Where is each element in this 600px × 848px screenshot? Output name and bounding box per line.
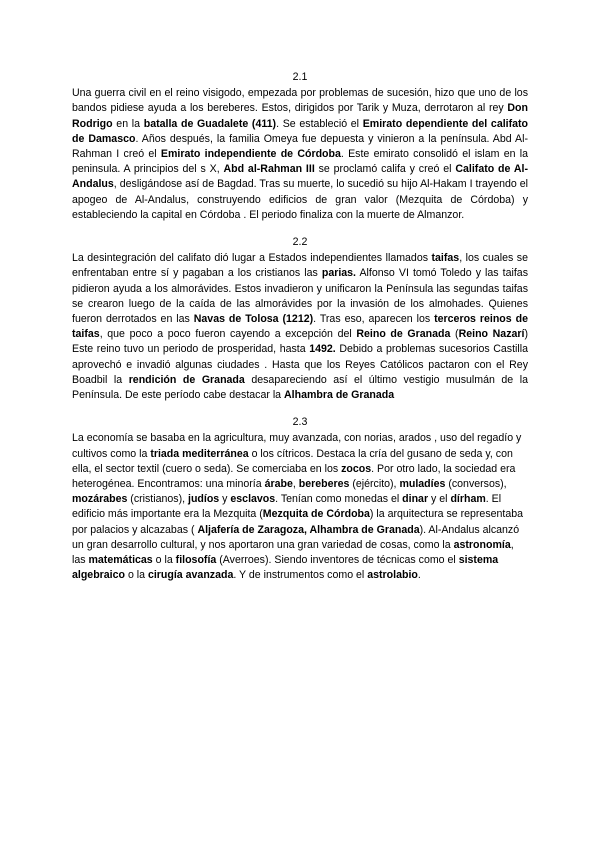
text-run: . Por otro lado, la sociedad era heterogénea. Encontramos: una minoría: [72, 462, 516, 491]
text-run: ,: [292, 478, 299, 491]
text-run: ) Este reino tuvo un periodo de prosperidad, hasta: [72, 328, 528, 356]
text-run: o los cítricos. Destaca la cría del gusano de seda y, con ella, el sector textil (cuero o seda). Se comerciaba en los: [72, 447, 513, 475]
text-run: La desintegración del califato dió lugar a Estados independientes llamados: [72, 252, 432, 265]
bold-term: zocos: [341, 462, 372, 475]
bold-term: cirugía avanzada: [147, 569, 234, 582]
bold-term: Alhambra de Granada: [284, 389, 395, 402]
bold-term: Aljafería de Zaragoza, Alhambra de Granada: [197, 523, 420, 536]
text-run: . Tras eso, aparecen los: [313, 313, 435, 326]
text-run: y: [219, 493, 231, 506]
bold-term: Mezquita de Córdoba: [262, 508, 370, 521]
bold-term: judíos: [188, 493, 220, 506]
bold-term: Navas de Tolosa (1212): [193, 313, 314, 326]
text-run: La economía se basaba en la agricultura, muy avanzada, con norias, arados , uso del regadío y cultivos como la: [72, 432, 522, 460]
bold-term: bereberes: [298, 478, 350, 491]
text-run: Debido a problemas sucesorios Castilla aprovechó e invadió algunas ciudades . Hasta que los Reyes Católicos pactaron con el Rey Boadbil la: [72, 343, 529, 386]
text-run: en la: [112, 117, 144, 130]
text-run: ). Al-Andalus alcanzó un gran desarrollo cultural, y nos aportaron una gran variedad de cosas, como la: [72, 523, 520, 551]
text-run: (conversos),: [445, 478, 507, 491]
bold-term: triada mediterránea: [150, 447, 249, 460]
section-2-3: [72, 415, 528, 583]
text-run: , desligándose así de Bagdad. Tras su muerte, lo sucedió su hijo Al-Hakam I trayendo el apogeo de Al-Andalus, construyendo edificios de gran valor (Mezquita de Córdoba) y estableciendo la capital en Córdoba . El periodo finaliza con la muerte de Almanzor.: [72, 178, 528, 221]
text-run: desapareciendo así el último vestigio musulmán de la Península. De este período cabe destacar la: [72, 373, 528, 402]
bold-term: dinar: [402, 493, 429, 506]
bold-term: sistema algebraico: [72, 554, 499, 582]
text-run: se proclamó califa y creó el: [314, 163, 456, 176]
bold-term: esclavos: [230, 493, 276, 506]
text-run: (: [450, 328, 459, 341]
text-run: y el: [428, 493, 451, 506]
bold-term: Emirato dependiente del califato de Damasco: [72, 117, 529, 145]
text-run: Alfonso VI tomó Toledo y las taifas pidieron ayuda a los almorávides. Estos invadieron y unificaron la Península las segundas taifas se crearon luego de la caída de las almorávides por la invasión de los almohades. Quienes fueron derrotados en las: [72, 267, 528, 326]
bold-term: astronomía: [453, 538, 511, 551]
section-heading: 2.3: [292, 416, 308, 429]
bold-term: Abd al-Rahman III: [223, 163, 315, 176]
bold-term: astrolabio: [367, 569, 418, 582]
bold-term: mozárabes: [72, 493, 128, 506]
section-paragraph: [72, 251, 528, 403]
text-run: ) la arquitectura se representaba por palacios y alcazabas (: [72, 508, 524, 536]
text-run: , los cuales se enfrentaban entre sí y pagaban a los cristianos las: [72, 252, 528, 280]
text-run: .: [417, 569, 421, 582]
text-run: (cristianos),: [127, 493, 188, 506]
section-2-1: [72, 70, 528, 223]
section-2-2: [72, 235, 528, 403]
section-paragraph: [72, 431, 528, 583]
bold-term: parias.: [321, 267, 356, 280]
section-heading: 2.2: [292, 236, 308, 249]
text-run: o la: [125, 569, 148, 582]
bold-term: taifas: [431, 252, 460, 265]
bold-term: dírham: [450, 493, 486, 506]
text-run: o la: [152, 554, 176, 567]
bold-term: 1492.: [309, 343, 336, 356]
bold-term: Califato de Al-Andalus: [72, 163, 528, 191]
text-run: , que poco a poco fueron cayendo a excepción del: [99, 328, 357, 341]
text-run: . Tenían como monedas el: [275, 493, 403, 506]
bold-term: muladíes: [399, 478, 446, 491]
text-run: . Se estableció el: [276, 117, 363, 130]
bold-term: batalla de Guadalete (411): [143, 117, 277, 130]
section-heading: 2.1: [292, 71, 308, 83]
bold-term: rendición de Granada: [128, 373, 245, 386]
bold-term: Don Rodrigo: [72, 102, 528, 130]
bold-term: terceros reinos de taifas: [72, 313, 528, 341]
bold-term: Reino Nazarí: [458, 328, 525, 341]
text-run: . El edificio más importante era la Mezquita (: [72, 493, 502, 521]
section-paragraph: [72, 86, 528, 223]
text-run: Una guerra civil en el reino visigodo, empezada por problemas de sucesión, hizo que uno de los bandos pidiese ayuda a los bereberes. Estos, dirigidos por Tarik y Muza, derrotaron al rey: [72, 87, 528, 115]
text-run: (ejército),: [349, 478, 400, 491]
bold-term: Emirato independiente de Córdoba: [160, 148, 341, 161]
text-run: . Años después, la familia Omeya fue depuesta y vinieron a la península. Abd Al-Rahman I creó el: [72, 132, 528, 161]
document-page: [72, 70, 528, 596]
bold-term: árabe: [264, 478, 293, 491]
bold-term: filosofía: [175, 554, 217, 567]
bold-term: Reino de Granada: [356, 328, 451, 341]
text-run: (Averroes). Siendo inventores de técnicas como el: [216, 554, 459, 567]
text-run: , las: [72, 538, 514, 567]
text-run: . Y de instrumentos como el: [233, 569, 368, 582]
text-run: . Este emirato consolidó el islam en la peninsula. A principios del s X,: [72, 148, 528, 176]
bold-term: matemáticas: [88, 554, 153, 567]
